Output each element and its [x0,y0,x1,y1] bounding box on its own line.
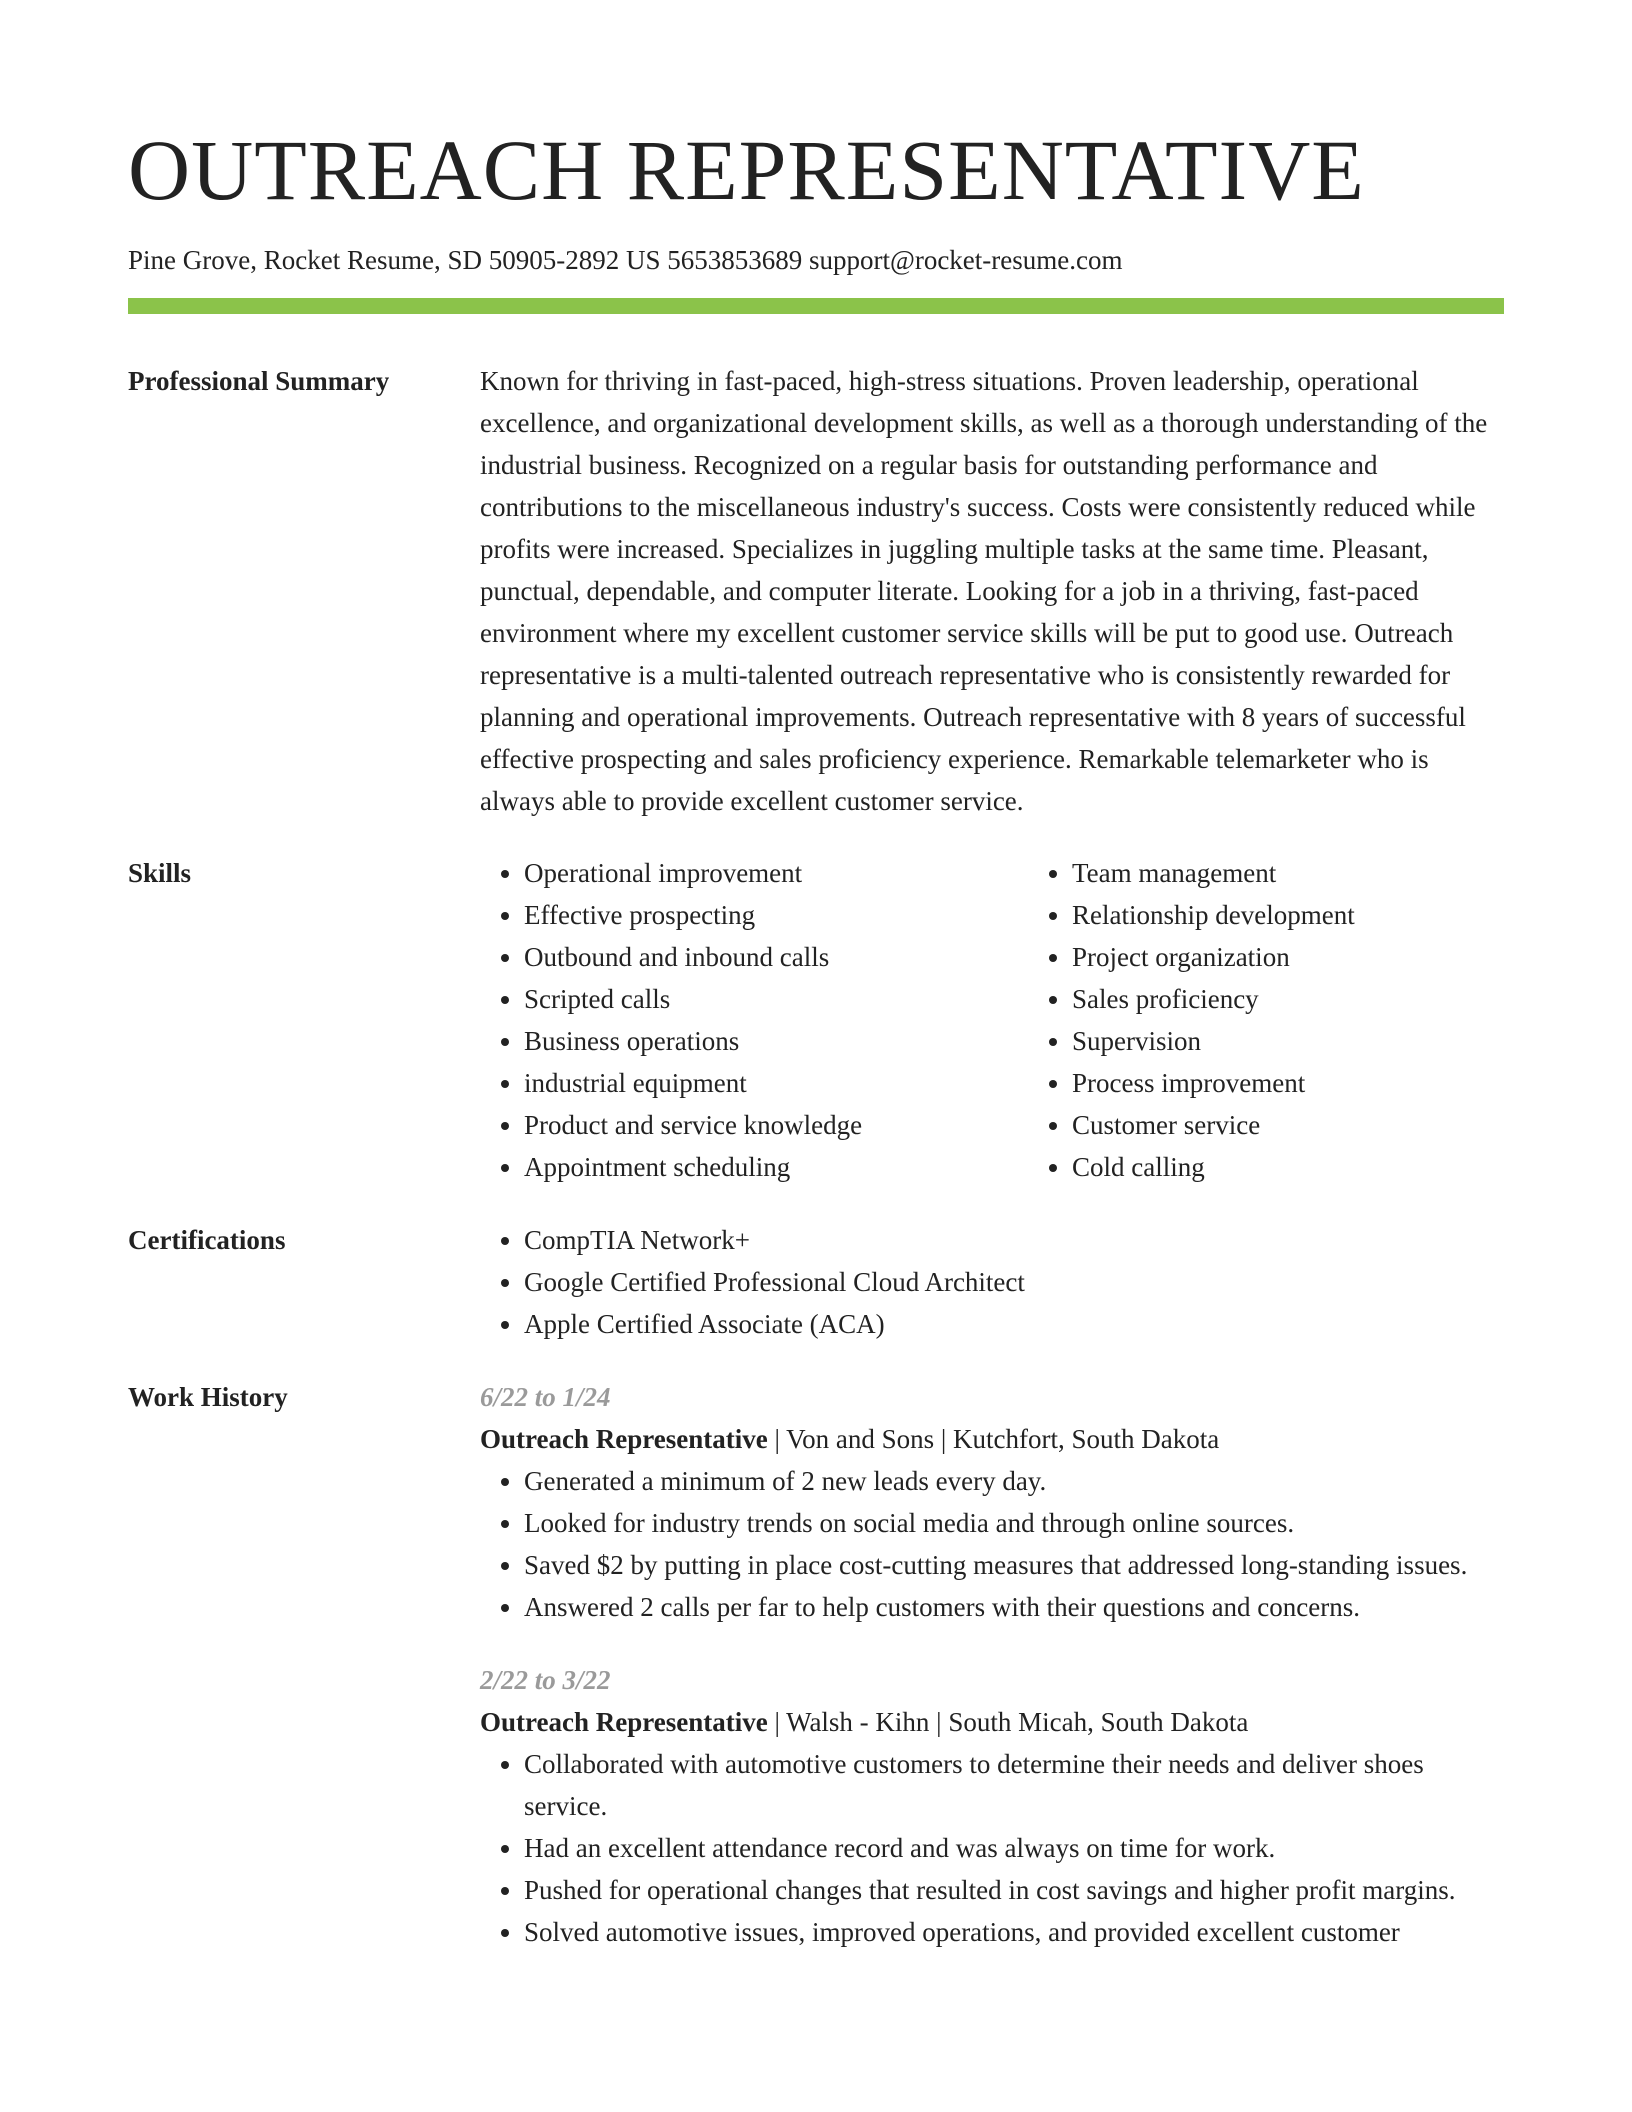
skill-item: • Operational improvement [524,852,1028,894]
summary-text: Known for thriving in fast-paced, high-stress situations. Proven leadership, operational excellence, and organizational development skills, as well as a thorough understanding of the industrial business. Recognized on a regular basis for outstanding performance and contributions to the miscellaneous industry's success. Costs were consistently reduced while profits were increased. Specializes in juggling multiple tasks at the same time. Pleasant, punctual, dependable, and computer literate. Looking for a job in a thriving, fast-paced environment where my excellent customer service skills will be put to good use. Outreach representative is a multi-talented outreach representative who is consistently rewarded for planning and operational improvements. Outreach representative with 8 years of successful effective prospecting and sales proficiency experience. Remarkable telemarketer who is always able to provide excellent customer service. [480,366,1488,816]
job-entry [480,1659,1504,1953]
contact-phone: 5653853689 [667,245,803,275]
summary-section [128,360,1504,822]
skills-section [128,852,1504,1188]
certification-item: • Google Certified Professional Cloud Architect [524,1261,1504,1303]
skill-item: • Supervision [1072,1020,1576,1062]
resume-name: OUTREACH REPRESENTATIVE [128,122,1365,218]
skill-item: • industrial equipment [524,1062,1028,1104]
job-employer-location: | Von and Sons | Kutchfort, South Dakota [767,1424,1220,1454]
job-title: Outreach Representative [480,1707,768,1737]
skills-heading: Skills [128,858,192,888]
skill-item: • Project organization [1072,936,1576,978]
job-title: Outreach Representative [480,1424,768,1454]
job-dates: 2/22 to 3/22 [480,1665,611,1695]
skill-item: • Product and service knowledge [524,1104,1028,1146]
job-bullets [480,1460,1504,1628]
job-bullet: • Collaborated with automotive customers to determine their needs and deliver shoes service. [524,1743,1504,1827]
work-history-section [128,1376,1504,1953]
skills-list-left [480,852,1028,1188]
skill-item: • Outbound and inbound calls [524,936,1028,978]
job-bullet: • Solved automotive issues, improved operations, and provided excellent customer [524,1911,1504,1953]
job-heading [480,1418,1504,1460]
skill-item: • Cold calling [1072,1146,1576,1188]
skill-item: • Business operations [524,1020,1028,1062]
certification-item: • Apple Certified Associate (ACA) [524,1303,1504,1345]
skill-item: • Scripted calls [524,978,1028,1020]
job-bullets [480,1743,1504,1953]
job-bullet: • Had an excellent attendance record and was always on time for work. [524,1827,1504,1869]
skills-list-right [1028,852,1576,1188]
skill-item: • Process improvement [1072,1062,1576,1104]
certification-item: • CompTIA Network+ [524,1219,1504,1261]
job-entry [480,1376,1504,1628]
contact-line [128,244,1504,276]
job-bullet: • Generated a minimum of 2 new leads every day. [524,1460,1504,1502]
job-employer-location: | Walsh - Kihn | South Micah, South Dakota [767,1707,1249,1737]
skill-item: • Sales proficiency [1072,978,1576,1020]
resume-page [128,0,1504,1953]
certifications-section [128,1219,1504,1345]
contact-email: support@rocket-resume.com [808,245,1123,275]
certifications-heading: Certifications [128,1225,286,1255]
job-dates: 6/22 to 1/24 [480,1382,611,1412]
skill-item: • Customer service [1072,1104,1576,1146]
job-bullet: • Saved $2 by putting in place cost-cutting measures that addressed long-standing issues. [524,1544,1504,1586]
job-bullet: • Pushed for operational changes that resulted in cost savings and higher profit margins. [524,1869,1504,1911]
summary-heading: Professional Summary [128,366,390,396]
job-heading [480,1701,1504,1743]
skill-item: • Relationship development [1072,894,1576,936]
skill-item: • Effective prospecting [524,894,1028,936]
accent-divider [128,298,1504,314]
skill-item: • Appointment scheduling [524,1146,1028,1188]
certifications-list [480,1219,1504,1345]
contact-address: Pine Grove, Rocket Resume, SD 50905-2892 US [128,245,661,275]
work-history-heading: Work History [128,1382,288,1412]
job-bullet: • Looked for industry trends on social media and through online sources. [524,1502,1504,1544]
skill-item: • Team management [1072,852,1576,894]
job-bullet: • Answered 2 calls per far to help customers with their questions and concerns. [524,1586,1504,1628]
